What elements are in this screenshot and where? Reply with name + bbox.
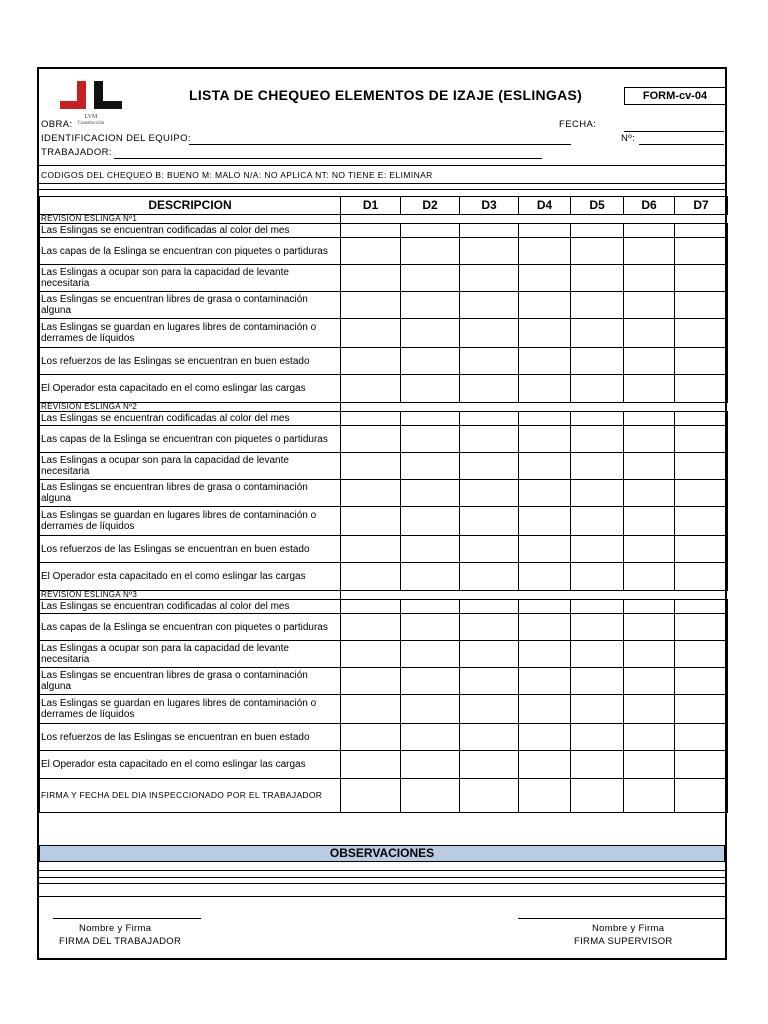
check-cell-d6[interactable] [624, 348, 675, 375]
check-cell-d1[interactable] [341, 536, 401, 563]
header-d1: D1 [341, 197, 401, 215]
check-cell-d6[interactable] [624, 319, 675, 348]
check-cell-d5[interactable] [571, 426, 624, 453]
check-cell-d5[interactable] [571, 614, 624, 641]
checklist-item-text: Las capas de la Eslinga se encuentran con piquetes o partiduras [40, 238, 341, 265]
section-title: REVISION ESLINGA Nº2 [40, 403, 341, 412]
check-cell-d6[interactable] [624, 724, 675, 751]
check-cell-d4[interactable] [519, 375, 571, 403]
table-header-row [40, 197, 728, 215]
check-cell-d5[interactable] [571, 375, 624, 403]
check-cell-d1[interactable] [341, 348, 401, 375]
check-cell-d6[interactable] [624, 375, 675, 403]
checklist-item-row [40, 375, 728, 403]
check-cell-d4[interactable] [519, 724, 571, 751]
check-cell-d4[interactable] [519, 536, 571, 563]
check-cell-d7[interactable] [675, 614, 728, 641]
identificacion-label: IDENTIFICACION DEL EQUIPO: [41, 133, 191, 144]
checklist-item-text: Las Eslingas se guardan en lugares libres de contaminación o derrames de líquidos [40, 695, 341, 724]
section-title: REVISION ESLINGA Nº3 [40, 591, 341, 600]
checklist-item-text: El Operador esta capacitado en el como eslingar las cargas [40, 751, 341, 779]
checklist-item-text: Las capas de la Eslinga se encuentran con piquetes o partiduras [40, 614, 341, 641]
supervisor-role-label: FIRMA SUPERVISOR [574, 936, 673, 947]
check-cell-d7[interactable] [675, 375, 728, 403]
check-codes: CODIGOS DEL CHEQUEO B: BUENO M: MALO N/A: NO APLICA NT: NO TIENE E: ELIMINAR [41, 170, 433, 180]
check-cell-d1[interactable] [341, 563, 401, 591]
checklist-item-text: Las Eslingas se guardan en lugares libres de contaminación o derrames de líquidos [40, 319, 341, 348]
check-cell-d7[interactable] [675, 319, 728, 348]
check-cell-d3[interactable] [460, 480, 519, 507]
check-cell-d3[interactable] [460, 412, 519, 426]
check-cell-d5[interactable] [571, 412, 624, 426]
checklist-item-row [40, 480, 728, 507]
header-d3: D3 [460, 197, 519, 215]
checklist-item-row [40, 238, 728, 265]
check-cell-d3[interactable] [460, 375, 519, 403]
check-cell-d2[interactable] [401, 238, 460, 265]
trabajador-line[interactable] [114, 158, 542, 159]
checklist-item-text: El Operador esta capacitado en el como eslingar las cargas [40, 375, 341, 403]
check-cell-d3[interactable] [460, 348, 519, 375]
check-cell-d3[interactable] [460, 536, 519, 563]
check-cell-d7[interactable] [675, 292, 728, 319]
check-cell-d1[interactable] [341, 779, 401, 813]
check-cell-d5[interactable] [571, 507, 624, 536]
checklist-item-row [40, 641, 728, 668]
check-cell-d6[interactable] [624, 426, 675, 453]
worker-signature-line[interactable] [53, 918, 201, 919]
check-cell-d5[interactable] [571, 348, 624, 375]
check-cell-d4[interactable] [519, 453, 571, 480]
check-cell-d2[interactable] [401, 779, 460, 813]
check-cell-d4[interactable] [519, 480, 571, 507]
signature-row [40, 779, 728, 813]
check-cell-d2[interactable] [401, 563, 460, 591]
check-cell-d5[interactable] [571, 779, 624, 813]
check-cell-d3[interactable] [460, 453, 519, 480]
checklist-item-text: Los refuerzos de las Eslingas se encuentran en buen estado [40, 724, 341, 751]
checklist-item-text: Las Eslingas a ocupar son para la capacidad de levante necesitaria [40, 265, 341, 292]
check-cell-d4[interactable] [519, 292, 571, 319]
check-cell-d7[interactable] [675, 224, 728, 238]
check-cell-d4[interactable] [519, 563, 571, 591]
check-cell-d1[interactable] [341, 600, 401, 614]
checklist-item-text: Las Eslingas se encuentran libres de grasa o contaminación alguna [40, 480, 341, 507]
check-cell-d5[interactable] [571, 224, 624, 238]
svg-text:LVM: LVM [84, 114, 98, 120]
svg-text:Construcción: Construcción [77, 121, 105, 125]
check-cell-d2[interactable] [401, 412, 460, 426]
check-cell-d2[interactable] [401, 695, 460, 724]
check-cell-d4[interactable] [519, 600, 571, 614]
check-cell-d1[interactable] [341, 507, 401, 536]
check-cell-d7[interactable] [675, 641, 728, 668]
section-spacer [341, 591, 728, 600]
checklist-item-text: Las Eslingas a ocupar son para la capacidad de levante necesitaria [40, 641, 341, 668]
check-cell-d5[interactable] [571, 536, 624, 563]
check-cell-d7[interactable] [675, 563, 728, 591]
check-cell-d4[interactable] [519, 695, 571, 724]
fecha-line[interactable] [624, 131, 724, 132]
check-cell-d4[interactable] [519, 265, 571, 292]
check-cell-d6[interactable] [624, 453, 675, 480]
form-code: FORM-cv-04 [624, 87, 726, 105]
check-cell-d6[interactable] [624, 563, 675, 591]
check-cell-d1[interactable] [341, 412, 401, 426]
check-cell-d5[interactable] [571, 265, 624, 292]
check-cell-d7[interactable] [675, 348, 728, 375]
check-cell-d7[interactable] [675, 724, 728, 751]
fecha-label: FECHA: [559, 119, 597, 130]
check-cell-d6[interactable] [624, 292, 675, 319]
check-cell-d5[interactable] [571, 751, 624, 779]
checklist-item-text: Las Eslingas se guardan en lugares libres de contaminación o derrames de líquidos [40, 507, 341, 536]
check-cell-d5[interactable] [571, 563, 624, 591]
checklist-item-text: Las Eslingas se encuentran codificadas al color del mes [40, 412, 341, 426]
check-cell-d3[interactable] [460, 265, 519, 292]
check-cell-d2[interactable] [401, 480, 460, 507]
check-cell-d1[interactable] [341, 238, 401, 265]
check-cell-d3[interactable] [460, 779, 519, 813]
check-cell-d7[interactable] [675, 238, 728, 265]
check-cell-d6[interactable] [624, 224, 675, 238]
checklist-item-text: Las Eslingas a ocupar son para la capacidad de levante necesitaria [40, 453, 341, 480]
document-title: LISTA DE CHEQUEO ELEMENTOS DE IZAJE (ESLINGAS) [189, 87, 583, 103]
checklist-item-text: Los refuerzos de las Eslingas se encuentran en buen estado [40, 536, 341, 563]
check-cell-d6[interactable] [624, 668, 675, 695]
section-title: REVISION ESLINGA Nº1 [40, 215, 341, 224]
checklist-item-row [40, 319, 728, 348]
checklist-item-row [40, 614, 728, 641]
check-cell-d2[interactable] [401, 375, 460, 403]
worker-name-label: Nombre y Firma [79, 923, 152, 934]
numero-line[interactable] [639, 144, 724, 145]
check-cell-d1[interactable] [341, 641, 401, 668]
check-cell-d2[interactable] [401, 348, 460, 375]
supervisor-signature-line[interactable] [518, 918, 725, 919]
checklist-item-row [40, 536, 728, 563]
check-cell-d1[interactable] [341, 375, 401, 403]
section-spacer [341, 215, 728, 224]
observation-line[interactable] [39, 883, 725, 884]
check-cell-d1[interactable] [341, 695, 401, 724]
checklist-item-text: Las Eslingas se encuentran codificadas al color del mes [40, 600, 341, 614]
header-d7: D7 [675, 197, 728, 215]
check-cell-d3[interactable] [460, 426, 519, 453]
check-cell-d4[interactable] [519, 507, 571, 536]
check-cell-d5[interactable] [571, 668, 624, 695]
section-spacer [341, 403, 728, 412]
check-cell-d4[interactable] [519, 224, 571, 238]
check-cell-d4[interactable] [519, 412, 571, 426]
check-cell-d3[interactable] [460, 641, 519, 668]
check-cell-d3[interactable] [460, 600, 519, 614]
trabajador-label: TRABAJADOR: [41, 147, 112, 158]
check-cell-d3[interactable] [460, 507, 519, 536]
checklist-item-row [40, 426, 728, 453]
check-cell-d1[interactable] [341, 480, 401, 507]
checklist-item-text: El Operador esta capacitado en el como eslingar las cargas [40, 563, 341, 591]
section-row [40, 403, 728, 412]
check-cell-d1[interactable] [341, 292, 401, 319]
check-cell-d3[interactable] [460, 668, 519, 695]
check-cell-d3[interactable] [460, 292, 519, 319]
checklist-item-row [40, 453, 728, 480]
checklist-table [39, 196, 728, 813]
check-cell-d1[interactable] [341, 319, 401, 348]
check-cell-d7[interactable] [675, 779, 728, 813]
check-cell-d6[interactable] [624, 507, 675, 536]
check-cell-d7[interactable] [675, 426, 728, 453]
check-cell-d6[interactable] [624, 412, 675, 426]
divider [39, 165, 725, 166]
check-cell-d5[interactable] [571, 238, 624, 265]
check-cell-d7[interactable] [675, 600, 728, 614]
header-d6: D6 [624, 197, 675, 215]
check-cell-d7[interactable] [675, 265, 728, 292]
check-cell-d2[interactable] [401, 724, 460, 751]
check-cell-d6[interactable] [624, 600, 675, 614]
observaciones-header: OBSERVACIONES [39, 845, 725, 862]
check-cell-d6[interactable] [624, 238, 675, 265]
checklist-item-row [40, 265, 728, 292]
check-cell-d7[interactable] [675, 751, 728, 779]
section-row [40, 215, 728, 224]
check-cell-d3[interactable] [460, 751, 519, 779]
check-cell-d6[interactable] [624, 536, 675, 563]
check-cell-d3[interactable] [460, 563, 519, 591]
check-cell-d5[interactable] [571, 600, 624, 614]
checklist-item-text: Las capas de la Eslinga se encuentran con piquetes o partiduras [40, 426, 341, 453]
checklist-item-row [40, 224, 728, 238]
check-cell-d4[interactable] [519, 238, 571, 265]
check-cell-d5[interactable] [571, 453, 624, 480]
check-cell-d1[interactable] [341, 668, 401, 695]
check-cell-d7[interactable] [675, 536, 728, 563]
check-cell-d6[interactable] [624, 641, 675, 668]
numero-label: Nº: [621, 133, 636, 144]
check-cell-d3[interactable] [460, 724, 519, 751]
check-cell-d2[interactable] [401, 265, 460, 292]
checklist-item-row [40, 668, 728, 695]
check-cell-d5[interactable] [571, 641, 624, 668]
check-cell-d4[interactable] [519, 751, 571, 779]
check-cell-d6[interactable] [624, 480, 675, 507]
identificacion-line[interactable] [189, 144, 571, 145]
check-cell-d2[interactable] [401, 668, 460, 695]
check-cell-d3[interactable] [460, 695, 519, 724]
obra-label: OBRA: [41, 119, 73, 130]
check-cell-d2[interactable] [401, 319, 460, 348]
check-cell-d7[interactable] [675, 695, 728, 724]
check-cell-d4[interactable] [519, 426, 571, 453]
header-d2: D2 [401, 197, 460, 215]
check-cell-d1[interactable] [341, 224, 401, 238]
check-cell-d2[interactable] [401, 600, 460, 614]
checklist-item-row [40, 563, 728, 591]
check-cell-d2[interactable] [401, 292, 460, 319]
check-cell-d4[interactable] [519, 348, 571, 375]
worker-role-label: FIRMA DEL TRABAJADOR [59, 936, 182, 947]
check-cell-d6[interactable] [624, 265, 675, 292]
signature-row-label: FIRMA Y FECHA DEL DIA INSPECCIONADO POR EL TRABAJADOR [40, 779, 341, 813]
checklist-item-row [40, 507, 728, 536]
checklist-item-text: Las Eslingas se encuentran codificadas al color del mes [40, 224, 341, 238]
checklist-item-row [40, 600, 728, 614]
check-cell-d1[interactable] [341, 614, 401, 641]
check-cell-d3[interactable] [460, 238, 519, 265]
check-cell-d5[interactable] [571, 319, 624, 348]
observation-line[interactable] [39, 870, 725, 871]
check-cell-d5[interactable] [571, 292, 624, 319]
check-cell-d3[interactable] [460, 224, 519, 238]
divider [39, 189, 725, 190]
check-cell-d7[interactable] [675, 412, 728, 426]
check-cell-d3[interactable] [460, 319, 519, 348]
checklist-item-text: Las Eslingas se encuentran libres de grasa o contaminación alguna [40, 292, 341, 319]
check-cell-d1[interactable] [341, 426, 401, 453]
check-cell-d2[interactable] [401, 751, 460, 779]
observation-line[interactable] [39, 877, 725, 878]
checklist-item-row [40, 348, 728, 375]
checklist-item-text: Los refuerzos de las Eslingas se encuentran en buen estado [40, 348, 341, 375]
check-cell-d6[interactable] [624, 779, 675, 813]
supervisor-name-label: Nombre y Firma [592, 923, 665, 934]
checklist-item-row [40, 724, 728, 751]
check-cell-d4[interactable] [519, 668, 571, 695]
checklist-item-row [40, 751, 728, 779]
observation-line[interactable] [39, 896, 725, 897]
check-cell-d6[interactable] [624, 614, 675, 641]
check-cell-d7[interactable] [675, 480, 728, 507]
check-cell-d4[interactable] [519, 319, 571, 348]
check-cell-d7[interactable] [675, 668, 728, 695]
form-frame [37, 67, 727, 960]
check-cell-d5[interactable] [571, 695, 624, 724]
check-cell-d5[interactable] [571, 480, 624, 507]
check-cell-d7[interactable] [675, 507, 728, 536]
check-cell-d2[interactable] [401, 536, 460, 563]
check-cell-d2[interactable] [401, 224, 460, 238]
header-descripcion: DESCRIPCION [40, 197, 341, 215]
check-cell-d1[interactable] [341, 453, 401, 480]
check-cell-d2[interactable] [401, 614, 460, 641]
check-cell-d5[interactable] [571, 724, 624, 751]
header-d5: D5 [571, 197, 624, 215]
check-cell-d2[interactable] [401, 507, 460, 536]
company-logo [55, 77, 127, 125]
checklist-item-row [40, 412, 728, 426]
checklist-item-row [40, 292, 728, 319]
check-cell-d4[interactable] [519, 614, 571, 641]
section-row [40, 591, 728, 600]
check-cell-d1[interactable] [341, 751, 401, 779]
check-cell-d1[interactable] [341, 265, 401, 292]
check-cell-d2[interactable] [401, 641, 460, 668]
divider [39, 183, 725, 184]
check-cell-d3[interactable] [460, 614, 519, 641]
header-d4: D4 [519, 197, 571, 215]
check-cell-d7[interactable] [675, 453, 728, 480]
check-cell-d6[interactable] [624, 695, 675, 724]
check-cell-d1[interactable] [341, 724, 401, 751]
checklist-item-text: Las Eslingas se encuentran libres de grasa o contaminación alguna [40, 668, 341, 695]
checklist-item-row [40, 695, 728, 724]
check-cell-d2[interactable] [401, 426, 460, 453]
check-cell-d2[interactable] [401, 453, 460, 480]
check-cell-d4[interactable] [519, 779, 571, 813]
check-cell-d6[interactable] [624, 751, 675, 779]
check-cell-d4[interactable] [519, 641, 571, 668]
